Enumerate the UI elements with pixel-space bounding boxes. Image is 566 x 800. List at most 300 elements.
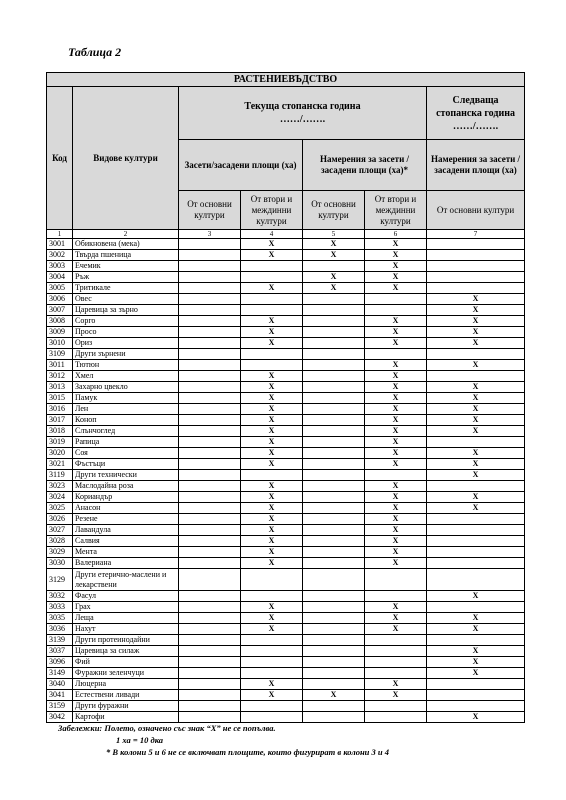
table-row [47, 404, 525, 415]
row-col5-cell[interactable] [303, 426, 365, 437]
row-col3-cell[interactable] [179, 415, 241, 426]
row-crop-name: Естествени ливади [73, 690, 179, 701]
row-col5-cell[interactable] [303, 613, 365, 624]
row-code: 3096 [47, 657, 73, 668]
row-col4-cell[interactable]: X [241, 481, 303, 492]
row-col5-cell[interactable] [303, 470, 365, 481]
row-col7-cell[interactable] [427, 547, 525, 558]
row-col4-cell[interactable]: X [241, 448, 303, 459]
row-col6-cell[interactable]: X [365, 283, 427, 294]
row-col7-cell[interactable]: X [427, 591, 525, 602]
row-code: 3035 [47, 613, 73, 624]
row-col3-cell[interactable] [179, 283, 241, 294]
row-col4-cell[interactable]: X [241, 525, 303, 536]
row-col5-cell[interactable] [303, 415, 365, 426]
row-col4-cell[interactable]: X [241, 316, 303, 327]
row-crop-name: Тритикале [73, 283, 179, 294]
header-col3-main: От основни култури [179, 191, 241, 230]
row-col6-cell[interactable]: X [365, 536, 427, 547]
row-col3-cell[interactable] [179, 591, 241, 602]
row-col6-cell[interactable] [365, 646, 427, 657]
row-col5-cell[interactable] [303, 338, 365, 349]
row-col6-cell[interactable] [365, 470, 427, 481]
row-col6-cell[interactable]: X [365, 514, 427, 525]
row-col6-cell[interactable]: X [365, 558, 427, 569]
row-col5-cell[interactable] [303, 558, 365, 569]
row-col4-cell[interactable] [241, 261, 303, 272]
header-crops: Видове култури [73, 87, 179, 230]
row-col7-cell[interactable]: X [427, 360, 525, 371]
row-col5-cell[interactable] [303, 327, 365, 338]
row-col3-cell[interactable] [179, 646, 241, 657]
row-col5-cell[interactable] [303, 448, 365, 459]
row-col3-cell[interactable] [179, 382, 241, 393]
row-crop-name: Хмел [73, 371, 179, 382]
row-code: 3005 [47, 283, 73, 294]
row-col5-cell[interactable] [303, 536, 365, 547]
row-col5-cell[interactable] [303, 349, 365, 360]
row-crop-name: Салвия [73, 536, 179, 547]
row-crop-name: Тютюн [73, 360, 179, 371]
row-crop-name: Рапица [73, 437, 179, 448]
row-crop-name: Лавандула [73, 525, 179, 536]
row-code: 3025 [47, 503, 73, 514]
table-row [47, 459, 525, 470]
row-col7-cell[interactable]: X [427, 657, 525, 668]
row-col7-cell[interactable] [427, 525, 525, 536]
row-col4-cell[interactable] [241, 360, 303, 371]
row-col3-cell[interactable] [179, 360, 241, 371]
row-col3-cell[interactable] [179, 239, 241, 250]
row-col5-cell[interactable] [303, 261, 365, 272]
table-row [47, 272, 525, 283]
row-crop-name: Фъстъци [73, 459, 179, 470]
row-crop-name: Люцерна [73, 679, 179, 690]
row-col4-cell[interactable]: X [241, 558, 303, 569]
row-col6-cell[interactable]: X [365, 382, 427, 393]
row-col4-cell[interactable] [241, 470, 303, 481]
row-col4-cell[interactable] [241, 272, 303, 283]
table-row [47, 712, 525, 723]
row-col6-cell[interactable] [365, 294, 427, 305]
row-col5-cell[interactable] [303, 635, 365, 646]
row-col5-cell[interactable] [303, 712, 365, 723]
row-col4-cell[interactable]: X [241, 492, 303, 503]
row-col4-cell[interactable] [241, 668, 303, 679]
row-col3-cell[interactable] [179, 613, 241, 624]
row-col5-cell[interactable] [303, 701, 365, 712]
row-col4-cell[interactable]: X [241, 382, 303, 393]
row-crop-name: Други технически [73, 470, 179, 481]
row-col6-cell[interactable]: X [365, 371, 427, 382]
row-col4-cell[interactable] [241, 349, 303, 360]
row-col6-cell[interactable]: X [365, 316, 427, 327]
row-crop-name: Други етерично-маслени и лекарствени [73, 569, 179, 591]
row-col3-cell[interactable] [179, 426, 241, 437]
header-current-year: Текуща стопанска година ……/……. [179, 87, 427, 140]
row-col7-cell[interactable]: X [427, 470, 525, 481]
row-col3-cell[interactable] [179, 679, 241, 690]
row-col7-cell[interactable]: X [427, 459, 525, 470]
row-code: 3008 [47, 316, 73, 327]
row-col6-cell[interactable]: X [365, 525, 427, 536]
row-col3-cell[interactable] [179, 558, 241, 569]
row-col7-cell[interactable] [427, 602, 525, 613]
table-row [47, 470, 525, 481]
row-col7-cell[interactable]: X [427, 294, 525, 305]
note-line-2: 1 ха = 10 дка [116, 735, 164, 745]
row-col3-cell[interactable] [179, 448, 241, 459]
row-col4-cell[interactable]: X [241, 602, 303, 613]
row-col5-cell[interactable] [303, 657, 365, 668]
row-col3-cell[interactable] [179, 492, 241, 503]
row-col5-cell[interactable] [303, 668, 365, 679]
row-col3-cell[interactable] [179, 338, 241, 349]
row-col3-cell[interactable] [179, 635, 241, 646]
row-col6-cell[interactable]: X [365, 426, 427, 437]
row-col7-cell[interactable] [427, 679, 525, 690]
row-col3-cell[interactable] [179, 316, 241, 327]
row-col6-cell[interactable]: X [365, 272, 427, 283]
row-col5-cell[interactable]: X [303, 283, 365, 294]
row-col3-cell[interactable] [179, 470, 241, 481]
row-col5-cell[interactable] [303, 591, 365, 602]
row-col7-cell[interactable] [427, 349, 525, 360]
header-col6-second: От втори и междинни култури [365, 191, 427, 230]
row-col6-cell[interactable]: X [365, 679, 427, 690]
row-col4-cell[interactable]: X [241, 547, 303, 558]
row-col5-cell[interactable] [303, 569, 365, 591]
row-col7-cell[interactable] [427, 558, 525, 569]
row-col5-cell[interactable] [303, 481, 365, 492]
row-col3-cell[interactable] [179, 294, 241, 305]
row-col5-cell[interactable] [303, 459, 365, 470]
row-code: 3018 [47, 426, 73, 437]
row-col3-cell[interactable] [179, 569, 241, 591]
row-col4-cell[interactable]: X [241, 250, 303, 261]
row-crop-name: Памук [73, 393, 179, 404]
row-col6-cell[interactable] [365, 349, 427, 360]
row-col3-cell[interactable] [179, 481, 241, 492]
table-row [47, 250, 525, 261]
row-col7-cell[interactable]: X [427, 426, 525, 437]
header-next-intended: Намерения за засети /засадени площи (ха) [427, 140, 525, 191]
row-col6-cell[interactable]: X [365, 602, 427, 613]
note-line-1: Забележки: Полето, означено със знак “X” не се попълва. [58, 723, 276, 733]
row-col4-cell[interactable]: X [241, 327, 303, 338]
row-col6-cell[interactable]: X [365, 613, 427, 624]
row-col6-cell[interactable] [365, 712, 427, 723]
row-col7-cell[interactable] [427, 371, 525, 382]
row-code: 3024 [47, 492, 73, 503]
row-col4-cell[interactable]: X [241, 338, 303, 349]
row-col6-cell[interactable]: X [365, 547, 427, 558]
table-caption: Таблица 2 [68, 45, 122, 59]
row-col6-cell[interactable] [365, 657, 427, 668]
row-code: 3009 [47, 327, 73, 338]
row-code: 3020 [47, 448, 73, 459]
row-col7-cell[interactable]: X [427, 448, 525, 459]
row-col7-cell[interactable]: X [427, 316, 525, 327]
table-row [47, 635, 525, 646]
row-crop-name: Други протеинодайни [73, 635, 179, 646]
row-col3-cell[interactable] [179, 349, 241, 360]
col-number: 7 [427, 230, 525, 239]
row-col6-cell[interactable] [365, 635, 427, 646]
row-col7-cell[interactable]: X [427, 503, 525, 514]
row-col6-cell[interactable]: X [365, 481, 427, 492]
row-col3-cell[interactable] [179, 536, 241, 547]
row-col6-cell[interactable]: X [365, 437, 427, 448]
row-col6-cell[interactable] [365, 569, 427, 591]
row-code: 3036 [47, 624, 73, 635]
row-crop-name: Маслодайна роза [73, 481, 179, 492]
row-code: 3029 [47, 547, 73, 558]
row-col4-cell[interactable]: X [241, 613, 303, 624]
row-col3-cell[interactable] [179, 272, 241, 283]
row-crop-name: Соя [73, 448, 179, 459]
row-col7-cell[interactable] [427, 250, 525, 261]
row-col7-cell[interactable] [427, 437, 525, 448]
row-col4-cell[interactable]: X [241, 371, 303, 382]
table-row [47, 393, 525, 404]
row-col5-cell[interactable] [303, 294, 365, 305]
row-col5-cell[interactable] [303, 316, 365, 327]
row-col7-cell[interactable]: X [427, 338, 525, 349]
table-row [47, 305, 525, 316]
row-col6-cell[interactable]: X [365, 393, 427, 404]
row-col7-cell[interactable] [427, 481, 525, 492]
table-row [47, 536, 525, 547]
row-col5-cell[interactable] [303, 547, 365, 558]
table-row [47, 503, 525, 514]
row-col7-cell[interactable] [427, 635, 525, 646]
row-col4-cell[interactable]: X [241, 415, 303, 426]
row-crop-name: Ръж [73, 272, 179, 283]
row-col5-cell[interactable]: X [303, 250, 365, 261]
row-col7-cell[interactable]: X [427, 492, 525, 503]
row-crop-name: Фий [73, 657, 179, 668]
row-col3-cell[interactable] [179, 547, 241, 558]
column-numbers-row [47, 230, 525, 239]
header-intended: Намерения за засети /засадени площи (ха)* [303, 140, 427, 191]
row-col6-cell[interactable]: X [365, 250, 427, 261]
row-col4-cell[interactable] [241, 305, 303, 316]
row-col7-cell[interactable]: X [427, 712, 525, 723]
row-col5-cell[interactable] [303, 624, 365, 635]
row-crop-name: Твърда пшеница [73, 250, 179, 261]
table-row [47, 338, 525, 349]
row-col4-cell[interactable]: X [241, 679, 303, 690]
row-col6-cell[interactable]: X [365, 239, 427, 250]
row-col3-cell[interactable] [179, 305, 241, 316]
row-col5-cell[interactable]: X [303, 690, 365, 701]
table-row [47, 371, 525, 382]
row-col4-cell[interactable]: X [241, 239, 303, 250]
row-col3-cell[interactable] [179, 437, 241, 448]
row-col7-cell[interactable] [427, 569, 525, 591]
row-col7-cell[interactable]: X [427, 613, 525, 624]
row-code: 3017 [47, 415, 73, 426]
row-col6-cell[interactable]: X [365, 448, 427, 459]
row-col4-cell[interactable]: X [241, 459, 303, 470]
row-col3-cell[interactable] [179, 690, 241, 701]
row-col6-cell[interactable]: X [365, 503, 427, 514]
row-col4-cell[interactable]: X [241, 393, 303, 404]
row-col3-cell[interactable] [179, 657, 241, 668]
row-col5-cell[interactable]: X [303, 272, 365, 283]
table-row [47, 294, 525, 305]
row-code: 3139 [47, 635, 73, 646]
row-col3-cell[interactable] [179, 624, 241, 635]
row-col4-cell[interactable]: X [241, 426, 303, 437]
table-row [47, 657, 525, 668]
row-code: 3019 [47, 437, 73, 448]
row-col6-cell[interactable]: X [365, 327, 427, 338]
table-row [47, 701, 525, 712]
row-code: 3006 [47, 294, 73, 305]
row-code: 3001 [47, 239, 73, 250]
row-col3-cell[interactable] [179, 668, 241, 679]
row-col3-cell[interactable] [179, 503, 241, 514]
row-col5-cell[interactable] [303, 503, 365, 514]
row-code: 3041 [47, 690, 73, 701]
row-col7-cell[interactable] [427, 514, 525, 525]
row-col7-cell[interactable] [427, 261, 525, 272]
row-code: 3007 [47, 305, 73, 316]
table-row [47, 514, 525, 525]
row-col7-cell[interactable]: X [427, 305, 525, 316]
row-col7-cell[interactable]: X [427, 668, 525, 679]
row-code: 3030 [47, 558, 73, 569]
row-col7-cell[interactable]: X [427, 624, 525, 635]
row-col7-cell[interactable] [427, 283, 525, 294]
row-col6-cell[interactable]: X [365, 459, 427, 470]
row-col6-cell[interactable]: X [365, 415, 427, 426]
row-col7-cell[interactable] [427, 272, 525, 283]
row-col4-cell[interactable]: X [241, 283, 303, 294]
row-col3-cell[interactable] [179, 459, 241, 470]
row-col7-cell[interactable] [427, 536, 525, 547]
table-row [47, 283, 525, 294]
row-col5-cell[interactable] [303, 382, 365, 393]
row-col5-cell[interactable] [303, 514, 365, 525]
row-col5-cell[interactable] [303, 525, 365, 536]
row-col6-cell[interactable]: X [365, 261, 427, 272]
row-col3-cell[interactable] [179, 371, 241, 382]
row-col5-cell[interactable] [303, 305, 365, 316]
row-col5-cell[interactable] [303, 679, 365, 690]
row-col6-cell[interactable] [365, 591, 427, 602]
row-col4-cell[interactable]: X [241, 690, 303, 701]
row-col4-cell[interactable] [241, 646, 303, 657]
row-crop-name: Царевица за силаж [73, 646, 179, 657]
row-col4-cell[interactable]: X [241, 536, 303, 547]
row-col7-cell[interactable]: X [427, 327, 525, 338]
row-col7-cell[interactable] [427, 239, 525, 250]
row-crop-name: Сорго [73, 316, 179, 327]
col-number: 2 [73, 230, 179, 239]
row-col3-cell[interactable] [179, 393, 241, 404]
table-row [47, 525, 525, 536]
row-code: 3028 [47, 536, 73, 547]
row-col6-cell[interactable] [365, 668, 427, 679]
row-col3-cell[interactable] [179, 514, 241, 525]
col-number: 1 [47, 230, 73, 239]
row-col5-cell[interactable] [303, 646, 365, 657]
row-col4-cell[interactable]: X [241, 503, 303, 514]
row-col5-cell[interactable] [303, 393, 365, 404]
row-col7-cell[interactable]: X [427, 393, 525, 404]
row-col3-cell[interactable] [179, 602, 241, 613]
row-col7-cell[interactable] [427, 701, 525, 712]
row-col4-cell[interactable]: X [241, 514, 303, 525]
row-col7-cell[interactable]: X [427, 415, 525, 426]
row-col4-cell[interactable] [241, 701, 303, 712]
row-col4-cell[interactable] [241, 657, 303, 668]
row-code: 3021 [47, 459, 73, 470]
row-col7-cell[interactable]: X [427, 404, 525, 415]
row-col5-cell[interactable] [303, 602, 365, 613]
row-col5-cell[interactable] [303, 360, 365, 371]
table-row [47, 646, 525, 657]
row-col5-cell[interactable] [303, 404, 365, 415]
row-col4-cell[interactable] [241, 591, 303, 602]
row-code: 3042 [47, 712, 73, 723]
row-col4-cell[interactable]: X [241, 404, 303, 415]
row-col6-cell[interactable]: X [365, 624, 427, 635]
row-col4-cell[interactable] [241, 712, 303, 723]
table-row [47, 349, 525, 360]
row-col7-cell[interactable] [427, 690, 525, 701]
table-row [47, 668, 525, 679]
row-col6-cell[interactable] [365, 305, 427, 316]
row-col4-cell[interactable] [241, 635, 303, 646]
row-col7-cell[interactable]: X [427, 382, 525, 393]
header-sown: Засети/засадени площи (ха) [179, 140, 303, 191]
row-col6-cell[interactable] [365, 701, 427, 712]
row-col7-cell[interactable]: X [427, 646, 525, 657]
row-col6-cell[interactable]: X [365, 492, 427, 503]
row-col3-cell[interactable] [179, 525, 241, 536]
row-col3-cell[interactable] [179, 261, 241, 272]
row-col3-cell[interactable] [179, 404, 241, 415]
table-row [47, 591, 525, 602]
row-col6-cell[interactable]: X [365, 690, 427, 701]
row-col6-cell[interactable]: X [365, 338, 427, 349]
row-col3-cell[interactable] [179, 701, 241, 712]
row-col4-cell[interactable] [241, 294, 303, 305]
row-col4-cell[interactable] [241, 569, 303, 591]
table-row [47, 261, 525, 272]
header-code: Код [47, 87, 73, 230]
row-col3-cell[interactable] [179, 712, 241, 723]
row-col5-cell[interactable] [303, 492, 365, 503]
row-crop-name: Фасул [73, 591, 179, 602]
row-col4-cell[interactable]: X [241, 624, 303, 635]
row-col3-cell[interactable] [179, 250, 241, 261]
col-number: 3 [179, 230, 241, 239]
row-col5-cell[interactable] [303, 371, 365, 382]
row-col3-cell[interactable] [179, 327, 241, 338]
row-crop-name: Нахут [73, 624, 179, 635]
row-col4-cell[interactable]: X [241, 437, 303, 448]
row-col6-cell[interactable]: X [365, 404, 427, 415]
row-col5-cell[interactable]: X [303, 239, 365, 250]
row-col5-cell[interactable] [303, 437, 365, 448]
table-row [47, 415, 525, 426]
row-col6-cell[interactable]: X [365, 360, 427, 371]
